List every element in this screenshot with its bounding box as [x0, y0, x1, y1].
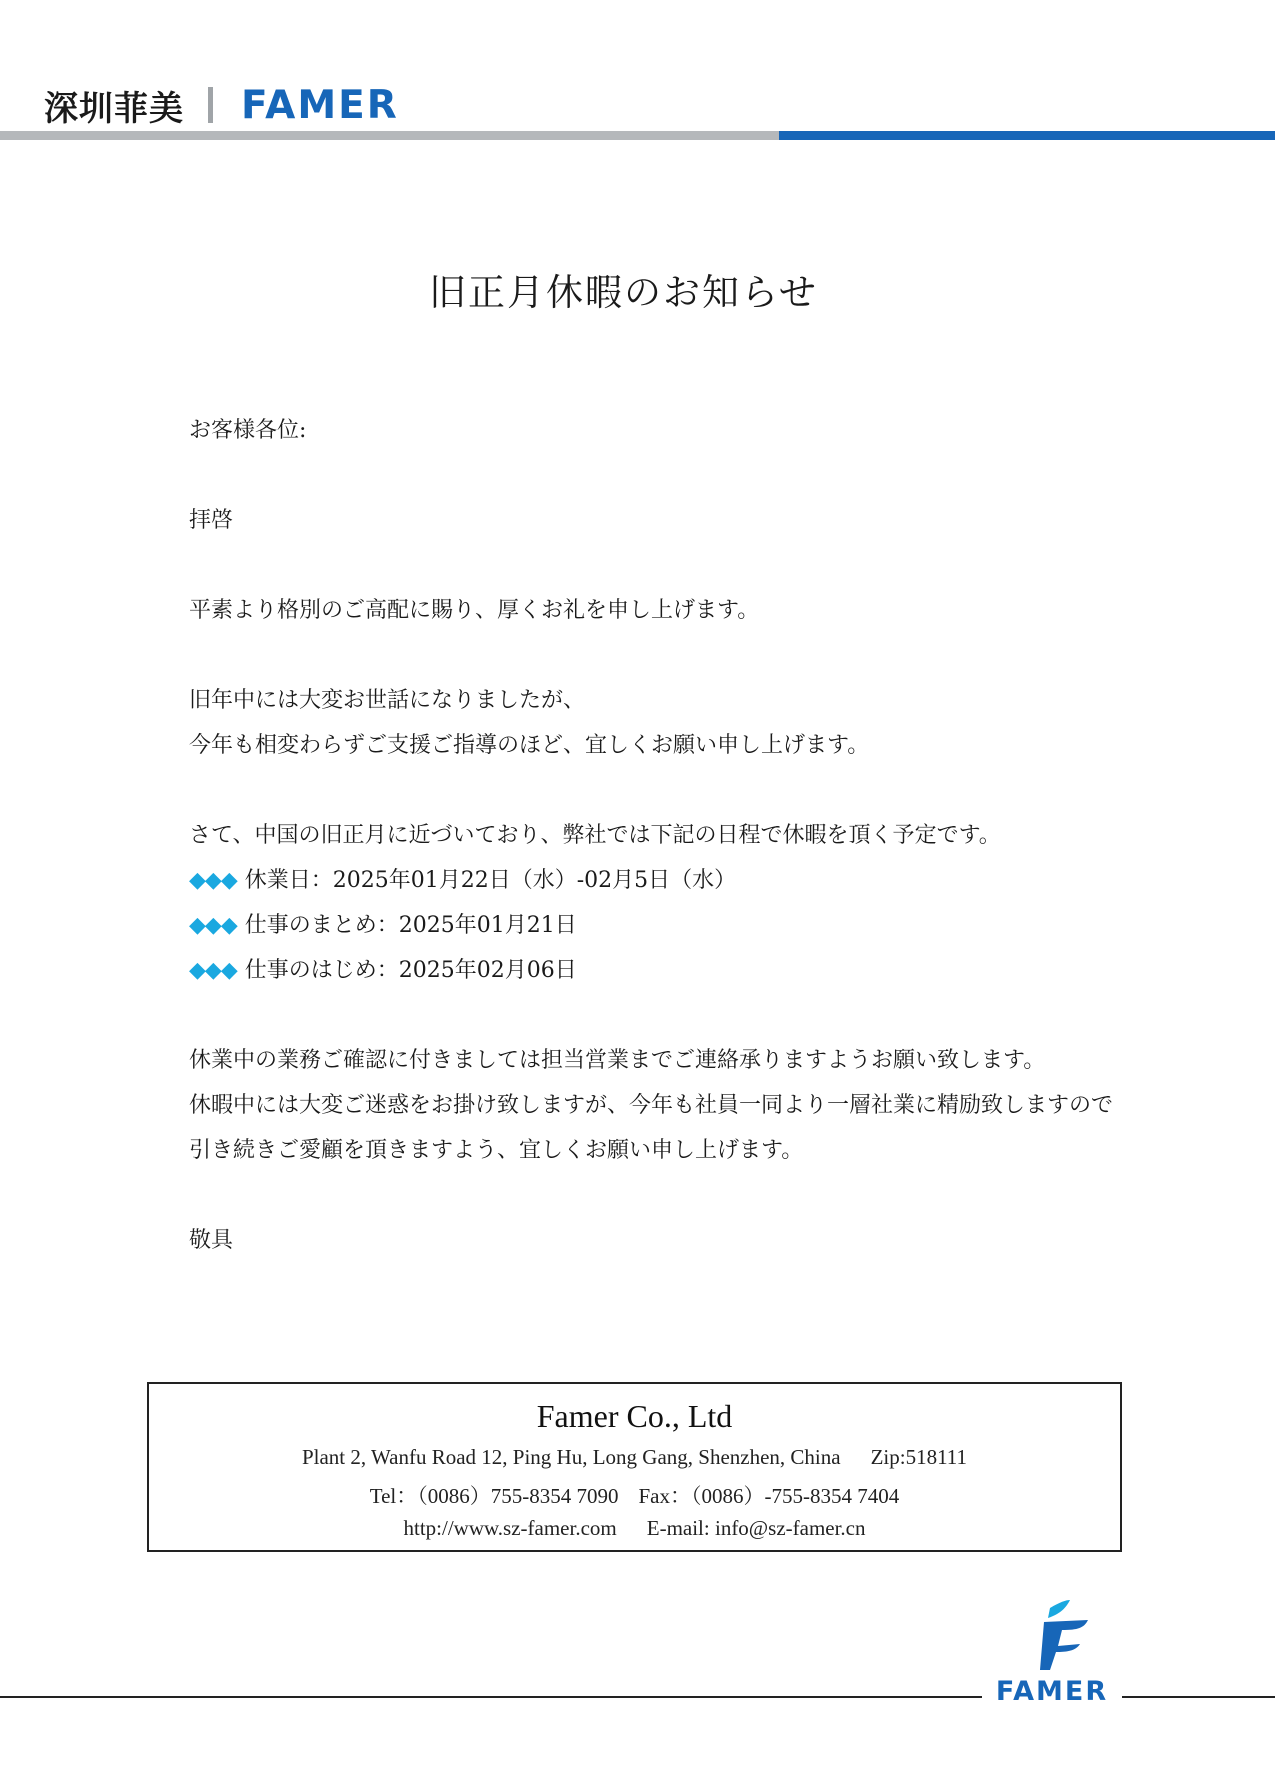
- footer-logo-text: FAMER: [995, 1676, 1109, 1707]
- famer-leaf-logo-icon: [1036, 1600, 1092, 1670]
- paragraph-contact-line-2: 休暇中には大変ご迷惑をお掛け致しますが、今年も社員一同より一層社業に精励致しますので: [189, 1093, 1114, 1118]
- paragraph-greeting: 平素より格別のご高配に賜り、厚くお礼を申し上げます。: [189, 598, 760, 623]
- company-fax: Fax：（0086）-755-8354 7404: [638, 1484, 900, 1508]
- header-logo: [44, 80, 399, 130]
- paragraph-thanks-line-2: 今年も相変わらずご支援ご指導のほど、宜しくお願い申し上げます。: [189, 733, 870, 758]
- company-zip: Zip:518111: [870, 1445, 968, 1469]
- diamond-bullet-icon: ◆◆◆: [189, 913, 237, 938]
- brand-name-english: FAMER: [241, 82, 399, 128]
- header-bar-blue: [779, 131, 1275, 140]
- company-phone-line: [149, 1480, 1120, 1510]
- page-title: 旧正月休暇のお知らせ: [429, 271, 818, 314]
- company-address-line: [149, 1445, 1120, 1470]
- brand-divider: [208, 87, 213, 123]
- schedule-item: [189, 858, 1189, 903]
- salutation: お客様各位:: [189, 418, 307, 443]
- schedule-item-text: 休業日：2025年01月22日（水）-02月5日（水）: [244, 868, 737, 893]
- company-tel: Tel：（0086）755-8354 7090: [369, 1484, 619, 1508]
- paragraph-announcement: さて、中国の旧正月に近づいており、弊社では下記の日程で休暇を頂く予定です。: [189, 823, 1001, 848]
- schedule-item-text: 仕事のはじめ：2025年02月06日: [244, 958, 577, 983]
- letter-body: [189, 408, 1189, 1263]
- company-info-box: [147, 1382, 1122, 1552]
- company-web-line: [149, 1516, 1120, 1541]
- company-address: Plant 2, Wanfu Road 12, Ping Hu, Long Gang, Shenzhen, China: [301, 1445, 841, 1469]
- diamond-bullet-icon: ◆◆◆: [189, 958, 237, 983]
- opening: 拝啓: [189, 508, 234, 533]
- company-email-link[interactable]: E-mail: info@sz-famer.cn: [646, 1516, 866, 1540]
- header-bar-gray: [0, 131, 779, 140]
- schedule-item: [189, 948, 1189, 993]
- company-name: Famer Co., Ltd: [536, 1398, 733, 1434]
- schedule-item: [189, 903, 1189, 948]
- schedule-item-text: 仕事のまとめ：2025年01月21日: [244, 913, 577, 938]
- paragraph-contact-line-3: 引き続きご愛顧を頂きますよう、宜しくお願い申し上げます。: [189, 1138, 804, 1163]
- brand-name-chinese: 深圳菲美: [44, 88, 184, 129]
- closing: 敬具: [189, 1228, 234, 1253]
- paragraph-contact-line-1: 休業中の業務ご確認に付きましては担当営業までご連絡承りますようお願い致します。: [189, 1048, 1046, 1073]
- paragraph-thanks-line-1: 旧年中には大変お世話になりましたが、: [189, 688, 586, 713]
- diamond-bullet-icon: ◆◆◆: [189, 868, 237, 893]
- company-website-link[interactable]: http://www.sz-famer.com: [403, 1516, 617, 1540]
